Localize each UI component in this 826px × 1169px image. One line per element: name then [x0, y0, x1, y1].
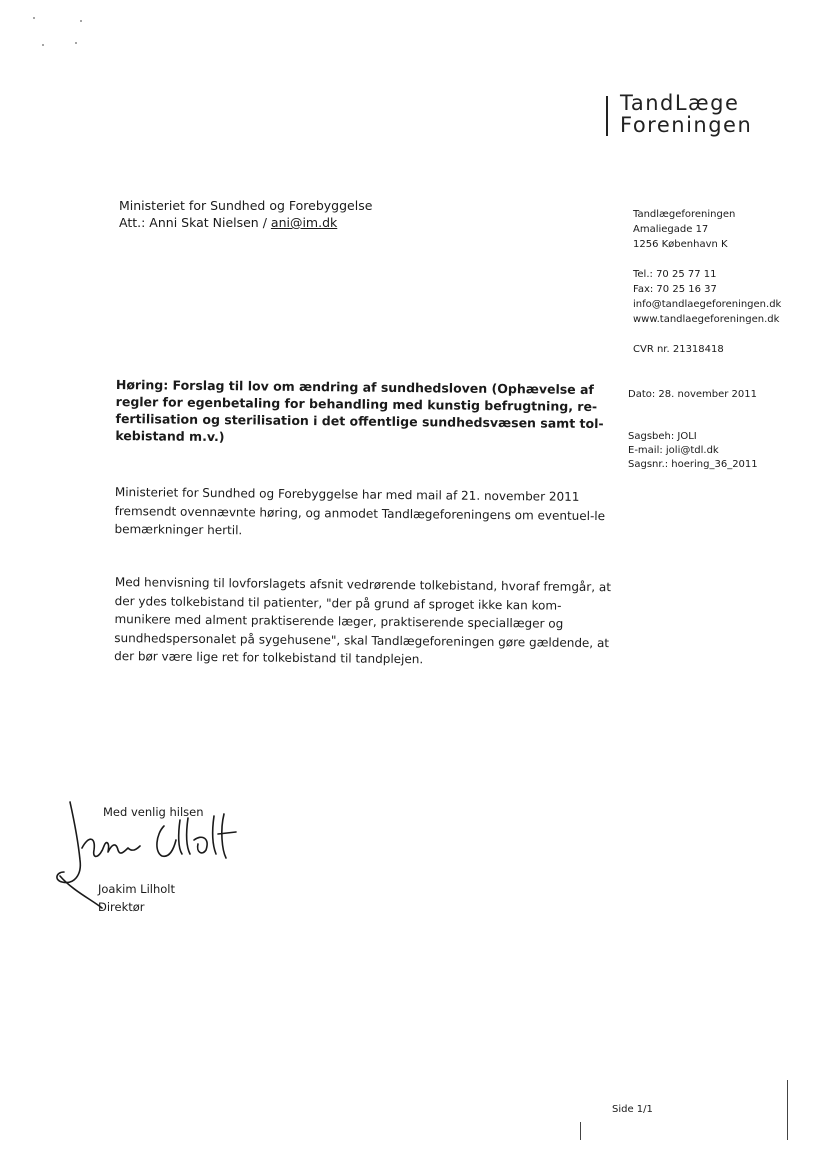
sender-address-block [633, 207, 781, 357]
logo-line-1: TandLæge [620, 91, 740, 115]
case-meta-block [628, 388, 758, 472]
sender-city: 1256 København K [633, 239, 728, 250]
logo-line-2: Foreningen [620, 113, 753, 137]
case-email[interactable]: E-mail: joli@tdl.dk [628, 445, 719, 456]
margin-mark [787, 1080, 788, 1140]
body-paragraph-2: Med henvisning til lovforslagets afsnit vedrørende tolkebistand, hvoraf fremgår, at der ydes tolkebistand til patienter, "der på grund af sproget ikke kan kom-munikere med alment praktiserende læger, praktiserende speciallæger og sundhedspersonalet på sygehusene", skal Tandlægeforeningen gøre gældende, at der bør være lige ret for tolkebistand til tandplejen. [114, 574, 612, 667]
scan-speck [80, 20, 82, 22]
signatory-name: Joakim Lilholt [98, 882, 176, 896]
body-paragraph-1: Ministeriet for Sundhed og Forebyggelse har med mail af 21. november 2011 fremsendt ovennævnte høring, og anmodet Tandlægeforeningens om eventuel-le bemærkninger hertil. [114, 484, 606, 538]
scan-speck [42, 44, 44, 46]
signatory-title: Direktør [98, 900, 145, 914]
sender-tel: Tel.: 70 25 77 11 [633, 269, 717, 280]
sender-street: Amaliegade 17 [633, 224, 709, 235]
scan-speck [33, 17, 35, 19]
sender-name: Tandlægeforeningen [633, 209, 736, 220]
page-number: Side 1/1 [612, 1104, 653, 1115]
recipient-block [119, 197, 372, 231]
margin-mark [580, 1122, 581, 1140]
recipient-email-link[interactable]: ani@im.dk [270, 215, 338, 230]
letter-date: Dato: 28. november 2011 [628, 389, 758, 400]
organization-logo [606, 92, 796, 144]
signatory [98, 880, 175, 916]
recipient-line-1: Ministeriet for Sundhed og Forebyggelse [119, 198, 373, 213]
sender-website[interactable]: www.tandlaegeforeningen.dk [633, 314, 780, 325]
letter-subject: Høring: Forslag til lov om ændring af sundhedsloven (Ophævelse af regler for egenbetaling for behandling med kunstig befrugtning, re-fertilisation og sterilisation i det offentlige sundhedsvæsen samt tol-kebistand m.v.) [115, 376, 604, 445]
case-handler: Sagsbeh: JOLI [628, 431, 697, 442]
scan-speck [75, 42, 77, 44]
sender-cvr: CVR nr. 21318418 [633, 344, 724, 355]
closing-greeting: Med venlig hilsen [103, 805, 204, 819]
case-number: Sagsnr.: hoering_36_2011 [628, 459, 758, 470]
sender-fax: Fax: 70 25 16 37 [633, 284, 717, 295]
recipient-att: Att.: Anni Skat Nielsen / [119, 215, 271, 230]
sender-email[interactable]: info@tandlaegeforeningen.dk [633, 299, 782, 310]
recipient-att-line [119, 214, 372, 231]
logo-bar [606, 96, 608, 136]
